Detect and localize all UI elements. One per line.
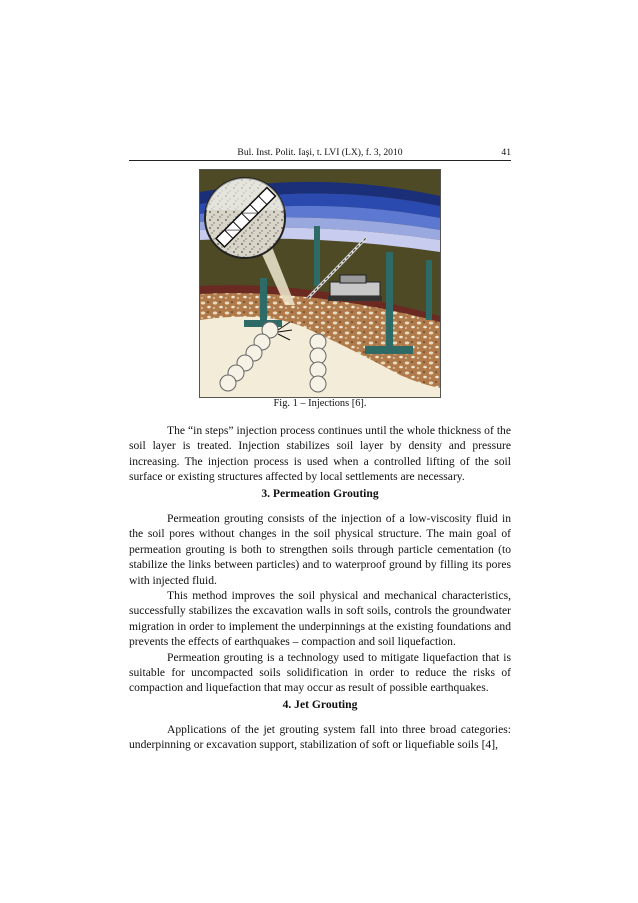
paragraph: Applications of the jet grouting system fall into three broad categories: underpinning or excavation support, stabilization of soft or liquefiable soils [4], <box>129 723 511 752</box>
injection-illustration <box>200 170 440 397</box>
section-heading-permeation: 3. Permeation Grouting <box>261 487 379 500</box>
injection-figure <box>199 169 441 398</box>
paragraph: Permeation grouting consists of the injection of a low-viscosity fluid in the soil pores without changes in the soil physical structure. The main goal of permeation grouting is both to strengthen soils through particle cementation (to stabilize the links between particles) and to waterproof ground by filling its pores with injected fluid. <box>129 512 511 587</box>
journal-citation: Bul. Inst. Polit. Iaşi, t. LVI (LX), f. 3, 2010 <box>237 147 403 158</box>
section-jet-text <box>129 722 511 753</box>
paragraph: Permeation grouting is a technology used to mitigate liquefaction that is suitable for uncompacted soils solidification in order to reduce the risks of compaction and liquefaction that may occur as result of possible earthquakes. <box>129 650 511 695</box>
section-permeation-text <box>129 511 511 696</box>
page-number: 41 <box>501 147 511 158</box>
section-heading-jet-grouting: 4. Jet Grouting <box>282 698 358 711</box>
paragraph: This method improves the soil physical and mechanical characteristics, successfully stabilizes the excavation walls in soft soils, controls the groundwater migration in order to implement the underpinnings at the existing foundations and prevents the effects of earthquakes – compaction and soil liquefaction. <box>129 589 511 649</box>
paragraph: The “in steps” injection process continues until the whole thickness of the soil layer is treated. Injection stabilizes soil layer by density and pressure increasing. The injection process is used when a controlled lifting of the soil surface or existing structures affected by local settlements are necessary. <box>129 424 511 484</box>
running-header <box>129 146 511 160</box>
figure-caption: Fig. 1 – Injections [6]. <box>273 398 367 409</box>
section-intro-text <box>129 423 511 485</box>
header-rule <box>129 160 511 161</box>
